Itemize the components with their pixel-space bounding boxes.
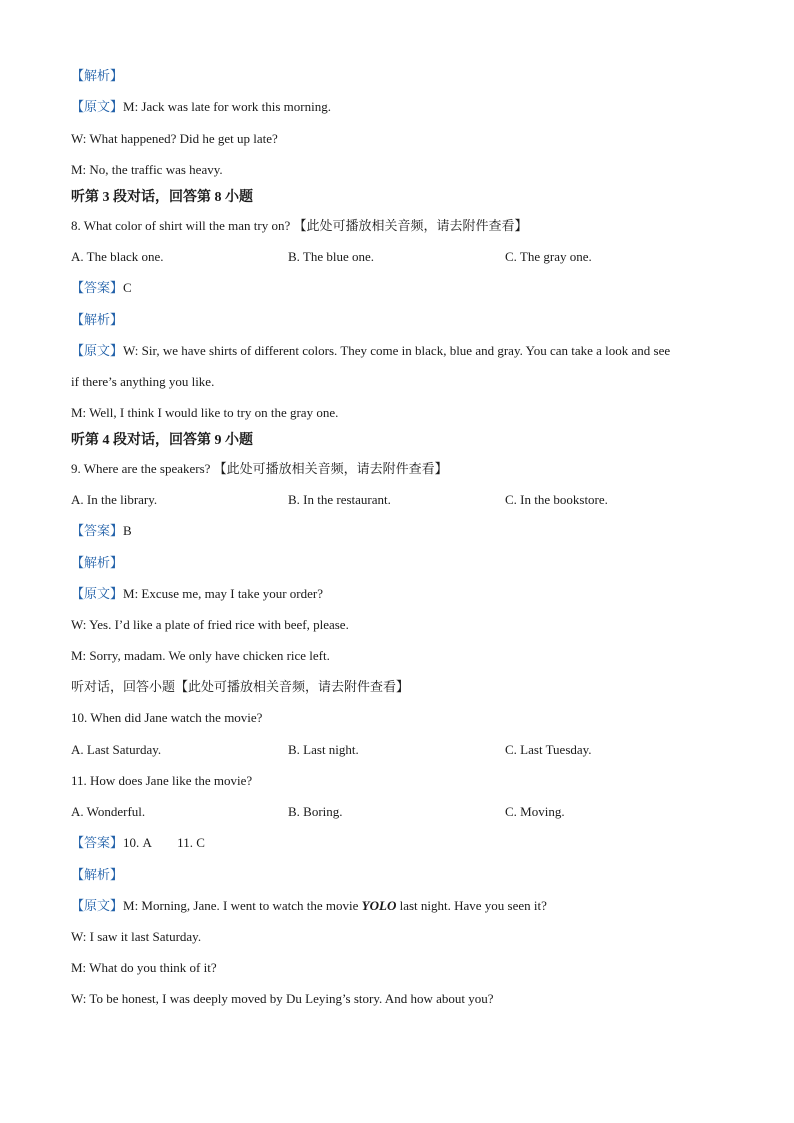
option-b: B. Last night. <box>288 742 359 757</box>
movie-title: YOLO <box>361 898 397 913</box>
original-text: W: Sir, we have shirts of different colors. They come in black, blue and gray. You can take a look and see <box>123 343 671 358</box>
answer-value: C <box>123 280 132 295</box>
original-line: M: No, the traffic was heavy. <box>71 162 223 177</box>
option-c: C. In the bookstore. <box>505 492 608 507</box>
section-heading: 听对话，回答小题【此处可播放相关音频，请去附件查看】 <box>71 679 410 694</box>
original-line: W: To be honest, I was deeply moved by Du Leying’s story. And how about you? <box>71 991 494 1006</box>
original-line: M: What do you think of it? <box>71 960 217 975</box>
original-text: M: Jack was late for work this morning. <box>123 99 331 114</box>
question-10: 10. When did Jane watch the movie? <box>71 710 263 725</box>
analysis-label: 【解析】 <box>71 555 124 570</box>
original-label: 【原文】 <box>71 898 124 913</box>
analysis-label: 【解析】 <box>71 312 124 327</box>
answer-label: 【答案】 <box>71 523 124 538</box>
answer-line <box>71 522 132 540</box>
option-b: B. Boring. <box>288 804 343 819</box>
analysis-label: 【解析】 <box>71 68 124 83</box>
option-c: C. Last Tuesday. <box>505 742 592 757</box>
option-b: B. The blue one. <box>288 249 375 264</box>
analysis-label: 【解析】 <box>71 867 124 882</box>
original-text: M: Morning, Jane. I went to watch the movie <box>123 898 362 913</box>
option-c: C. Moving. <box>505 804 565 819</box>
option-a: A. In the library. <box>71 492 158 507</box>
original-line: W: Yes. I’d like a plate of fried rice with beef, please. <box>71 617 349 632</box>
question-11: 11. How does Jane like the movie? <box>71 773 253 788</box>
original-line: M: Sorry, madam. We only have chicken rice left. <box>71 648 330 663</box>
section-heading: 听第 3 段对话，回答第 8 小题 <box>71 190 253 205</box>
answer-value: B <box>123 523 132 538</box>
original-line: W: I saw it last Saturday. <box>71 929 202 944</box>
answer-line <box>71 834 205 852</box>
answer-label: 【答案】 <box>71 280 124 295</box>
original-label: 【原文】 <box>71 343 124 358</box>
original-text: M: Excuse me, may I take your order? <box>123 586 323 601</box>
answer-line <box>71 279 132 297</box>
original-line: W: What happened? Did he get up late? <box>71 131 278 146</box>
option-c: C. The gray one. <box>505 249 592 264</box>
original-line <box>71 897 547 915</box>
option-a: A. Last Saturday. <box>71 742 162 757</box>
question-9: 9. Where are the speakers? 【此处可播放相关音频，请去附件查看】 <box>71 461 448 476</box>
answer-value: 10. A 11. C <box>123 835 205 850</box>
original-line: M: Well, I think I would like to try on the gray one. <box>71 405 339 420</box>
original-label: 【原文】 <box>71 99 124 114</box>
option-b: B. In the restaurant. <box>288 492 391 507</box>
answer-label: 【答案】 <box>71 835 124 850</box>
original-line <box>71 585 323 603</box>
option-a: A. The black one. <box>71 249 164 264</box>
original-line: if there’s anything you like. <box>71 374 215 389</box>
question-8: 8. What color of shirt will the man try on? 【此处可播放相关音频，请去附件查看】 <box>71 218 528 233</box>
original-text: last night. Have you seen it? <box>396 898 547 913</box>
original-line <box>71 342 670 360</box>
section-heading: 听第 4 段对话，回答第 9 小题 <box>71 433 253 448</box>
original-line <box>71 98 331 116</box>
original-label: 【原文】 <box>71 586 124 601</box>
option-a: A. Wonderful. <box>71 804 146 819</box>
